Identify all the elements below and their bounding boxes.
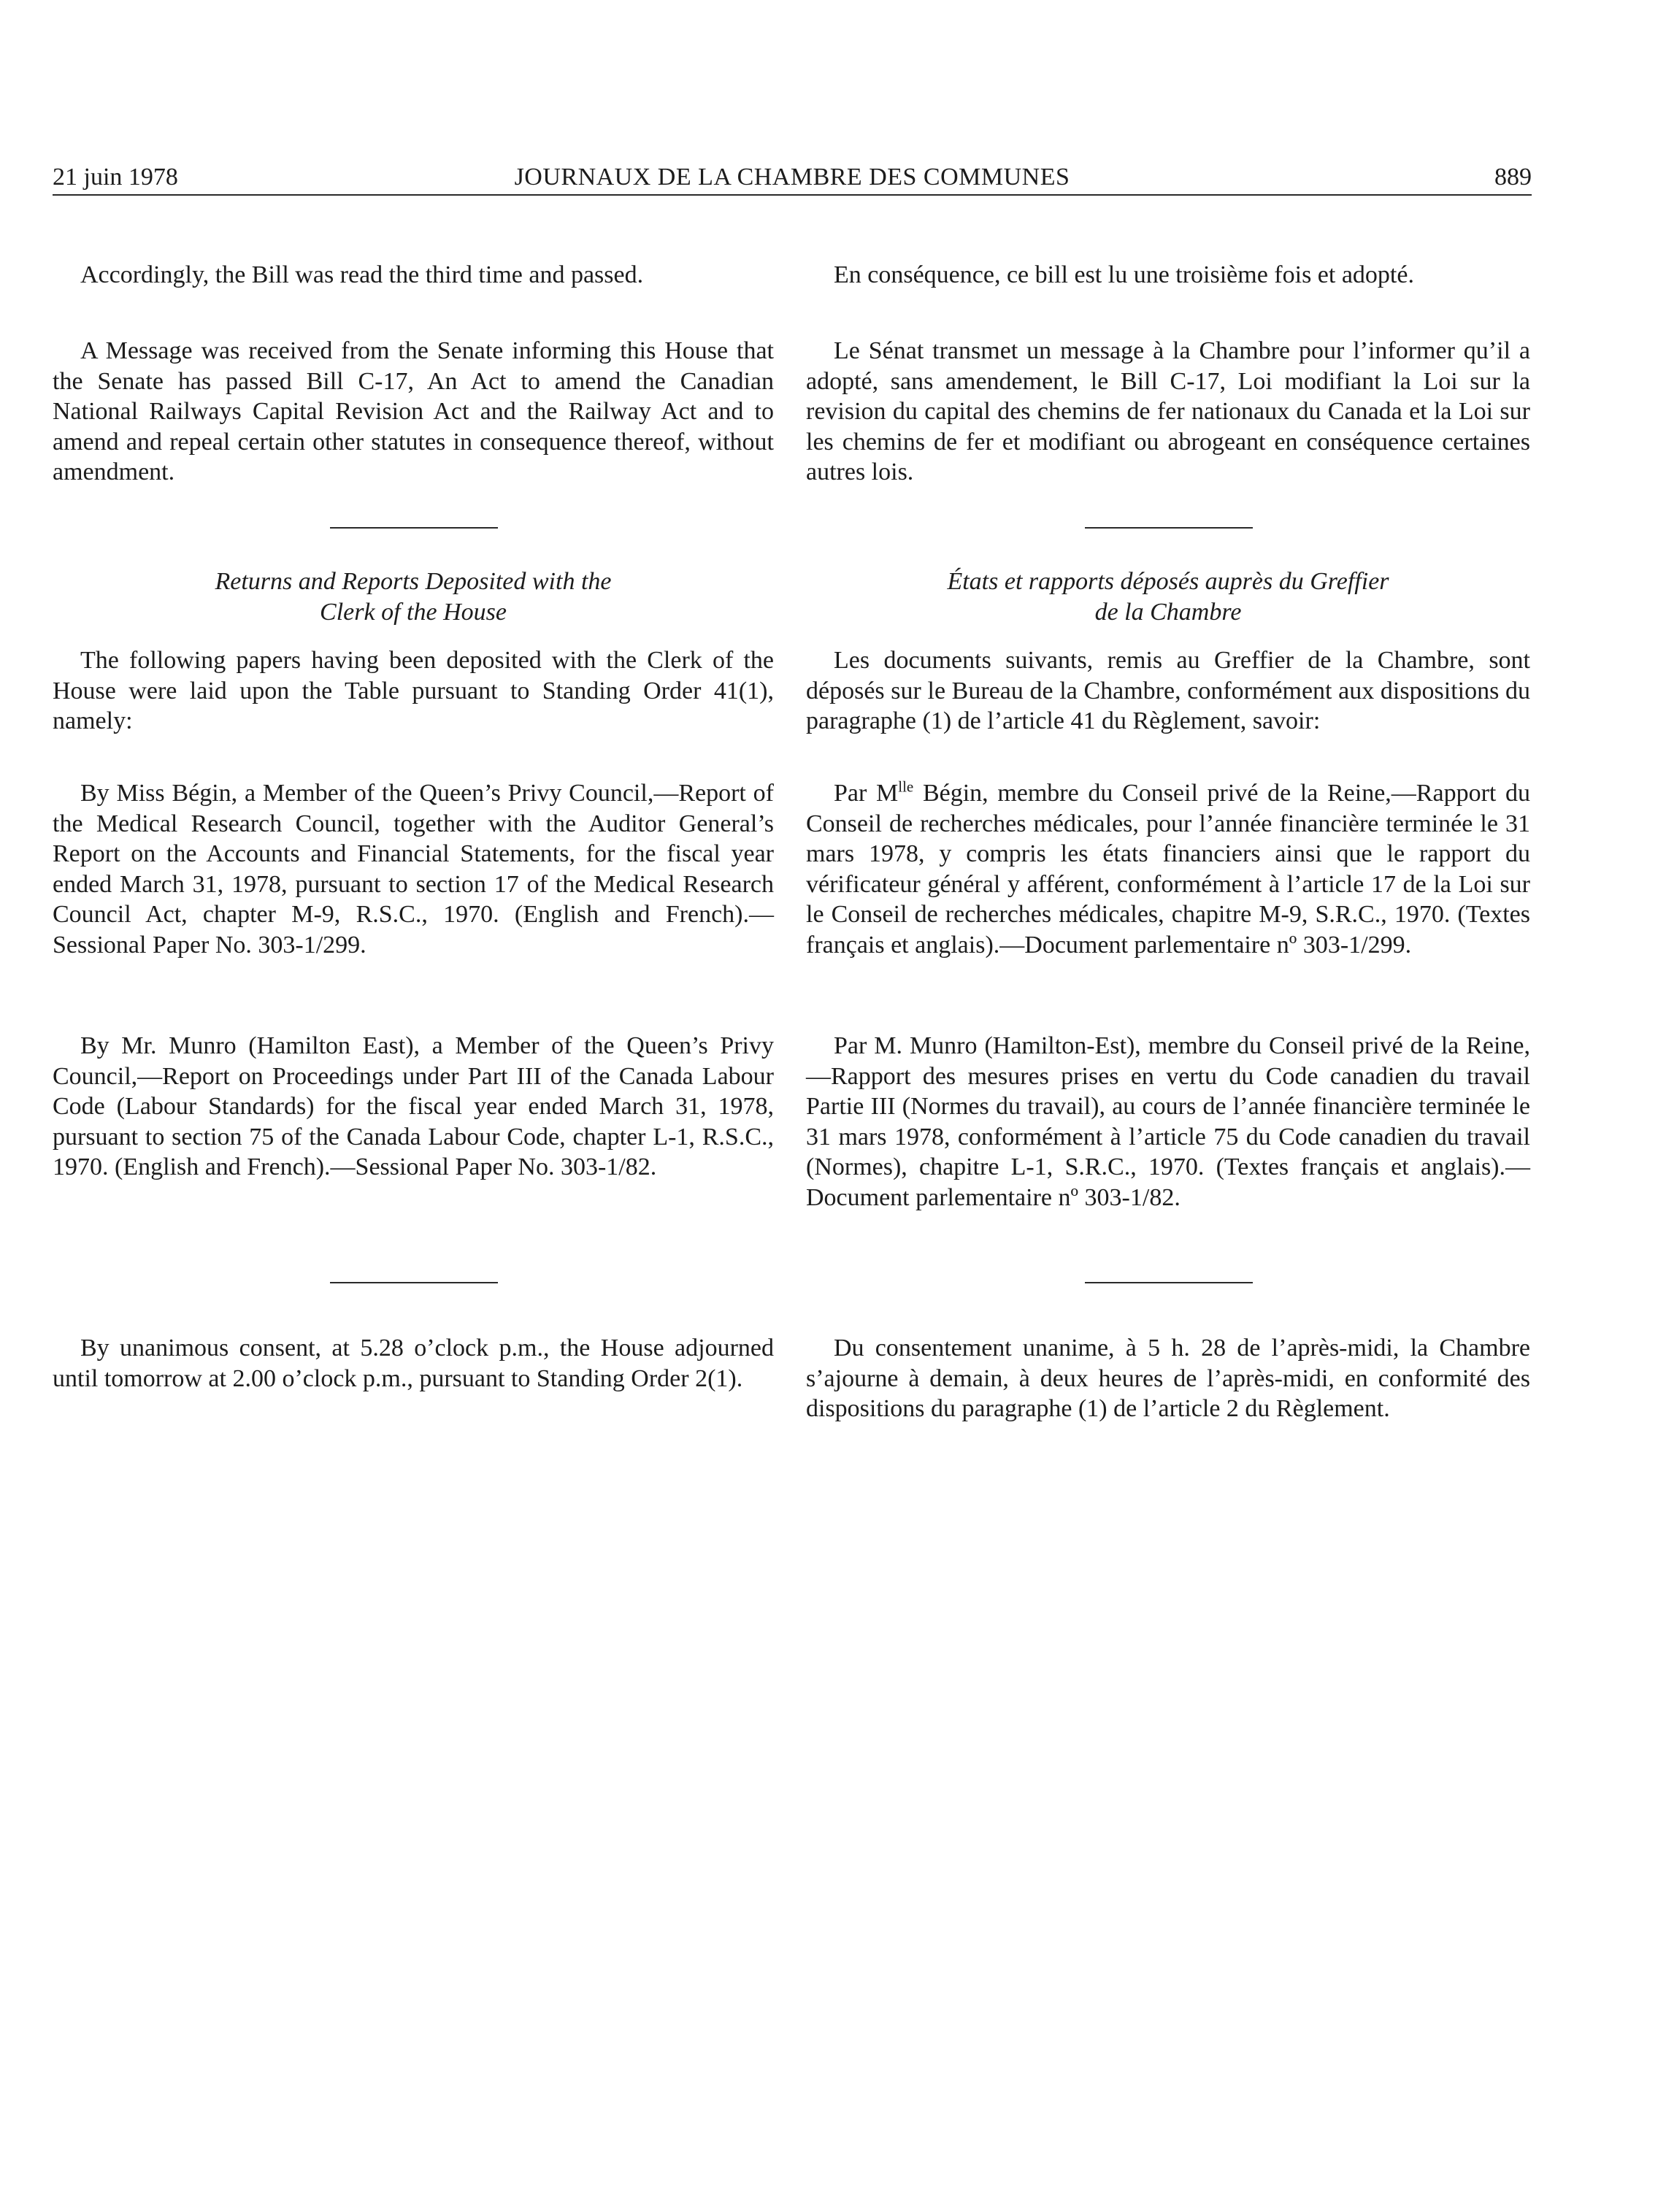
section-heading-line2: de la Chambre xyxy=(1094,598,1242,626)
header-date: 21 juin 1978 xyxy=(53,164,178,191)
third-reading-paragraph-fr: En conséquence, ce bill est lu une troisième fois et adopté. xyxy=(834,261,1414,288)
begin-report-paragraph-fr xyxy=(806,778,1530,960)
section-heading-line2: Clerk of the House xyxy=(320,598,507,626)
journal-title: JOURNAUX DE LA CHAMBRE DES COMMUNES xyxy=(514,164,1070,191)
section-heading-line1: États et rapports déposés auprès du Greffier xyxy=(947,568,1389,595)
papers-intro-paragraph-fr: Les documents suivants, remis au Greffier de la Chambre, sont déposés sur le Bureau de la Chambre, conformément aux dispositions du paragraphe (1) de l’article 41 du Règlement, savoir: xyxy=(806,647,1530,734)
page-header xyxy=(53,159,1532,196)
section-divider xyxy=(330,527,498,529)
third-reading-paragraph-en: Accordingly, the Bill was read the third time and passed. xyxy=(80,261,644,288)
papers-intro-paragraph-en: The following papers having been deposited with the Clerk of the House were laid upon the Table pursuant to Standing Order 41(1), namely: xyxy=(53,647,774,734)
section-divider xyxy=(1085,1282,1253,1283)
section-heading-fr xyxy=(806,567,1530,627)
senate-message-paragraph-fr: Le Sénat transmet un message à la Chambre pour l’informer qu’il a adopté, sans amendement, le Bill C-17, Loi modifiant la Loi sur la revision du capital des chemins de fer nationaux du Canada et la Loi sur les chemins de fer et modifiant ou abrogeant en conséquence certaines autres lois. xyxy=(806,337,1530,485)
section-divider xyxy=(330,1282,498,1283)
section-divider xyxy=(1085,527,1253,529)
begin-report-paragraph-en: By Miss Bégin, a Member of the Queen’s Privy Council,—Report of the Medical Research Council, together with the Auditor General’s Report on the Accounts and Financial Statements, for the fiscal year ended March 31, 1978, pursuant to section 17 of the Medical Research Council Act, chapter M-9, R.S.C., 1970. (English and French).—Sessional Paper No. 303-1/299. xyxy=(53,780,774,959)
munro-report-paragraph-fr: Par M. Munro (Hamilton-Est), membre du Conseil privé de la Reine,—Rapport des mesures prises en vertu du Code canadien du travail Partie III (Normes du travail), au cours de l’année financière terminée le 31 mars 1978, conformément à l’article 75 du Code canadien du travail (Normes), chapitre L-1, S.R.C., 1970. (Textes français et anglais).—Document parlementaire nº 303-1/82. xyxy=(806,1032,1530,1211)
begin-report-rest: Bégin, membre du Conseil privé de la Reine,—Rapport du Conseil de recherches médicales, pour l’année financière terminée le 31 mars 1978, y compris les états financiers ainsi que le rapport du vérificateur général y afférent, conformément à l’article 17 de la Loi sur le Conseil de recherches médicales, chapitre M-9, S.R.C., 1970. (Textes français et anglais).—Document parlementaire nº 303-1/299. xyxy=(806,780,1530,959)
munro-report-paragraph-en: By Mr. Munro (Hamilton East), a Member of the Queen’s Privy Council,—Report on Proceedings under Part III of the Canada Labour Code (Labour Standards) for the fiscal year ended March 31, 1978, pursuant to section 75 of the Canada Labour Code, chapter L-1, R.S.C., 1970. (English and French).—Sessional Paper No. 303-1/82. xyxy=(53,1032,774,1180)
begin-report-superscript: lle xyxy=(898,777,914,796)
senate-message-paragraph-en: A Message was received from the Senate informing this House that the Senate has passed Bill C-17, An Act to amend the Canadian National Railways Capital Revision Act and the Railway Act and to amend and repeal certain other statutes in consequence thereof, without amendment. xyxy=(53,337,774,485)
page-number: 889 xyxy=(1494,164,1532,191)
adjournment-paragraph-en: By unanimous consent, at 5.28 o’clock p.m., the House adjourned until tomorrow at 2.00 o’clock p.m., pursuant to Standing Order 2(1). xyxy=(53,1335,774,1392)
adjournment-paragraph-fr: Du consentement unanime, à 5 h. 28 de l’après-midi, la Chambre s’ajourne à demain, à deux heures de l’après-midi, en conformité des dispositions du paragraphe (1) de l’article 2 du Règlement. xyxy=(806,1335,1530,1422)
begin-report-prefix: Par M xyxy=(834,780,899,807)
section-heading-line1: Returns and Reports Deposited with the xyxy=(215,568,612,595)
section-heading-en xyxy=(53,567,774,627)
